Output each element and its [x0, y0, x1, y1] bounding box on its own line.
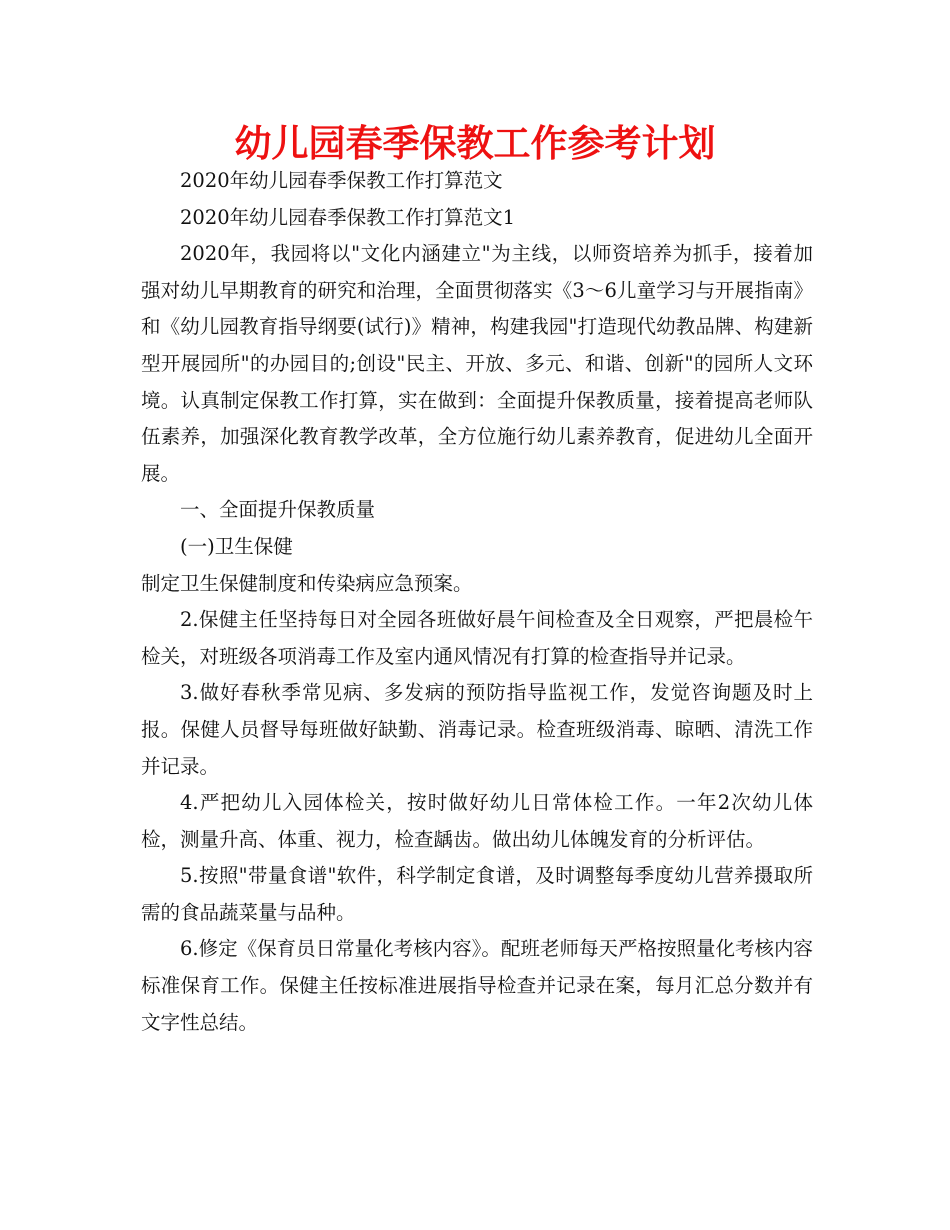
subsection-heading: (一)卫生保健 [180, 534, 293, 558]
list-item: 2.保健主任坚持每日对全园各班做好晨午间检查及全日观察，严把晨检午检关，对班级各项消毒工作及室内通风情况有打算的检查指导并记录。 [141, 608, 813, 668]
document-title: 幼儿园春季保教工作参考计划 [234, 122, 716, 165]
list-item: 4.严把幼儿入园体检关，按时做好幼儿日常体检工作。一年2次幼儿体检，测量升高、体重、视力，检查龋齿。做出幼儿体魄发育的分析评估。 [141, 791, 813, 851]
paragraph: 2020年幼儿园春季保教工作打算范文1 [180, 205, 516, 229]
paragraph: 2020年幼儿园春季保教工作打算范文 [180, 169, 503, 192]
list-item: 3.做好春秋季常见病、多发病的预防指导监视工作，发觉咨询题及时上报。保健人员督导每班做好缺勤、消毒记录。检查班级消毒、晾晒、清洗工作并记录。 [141, 681, 813, 778]
list-item: 5.按照"带量食谱"软件，科学制定食谱，及时调整每季度幼儿营养摄取所需的食品蔬菜量与品种。 [141, 864, 813, 924]
paragraph: 2020年，我园将以"文化内涵建立"为主线，以师资培养为抓手，接着加强对幼儿早期教育的研究和治理，全面贯彻落实《3～6儿童学习与开展指南》和《幼儿园教育指导纲要(试行)》精神，构建我园"打造现代幼教品牌、构建新型开展园所"的办园目的;创设"民主、开放、多元、和谐、创新"的园所人文环境。认真制定保教工作打算，实在做到：全面提升保教质量，接着提高老师队伍素养，加强深化教育教学改革，全方位施行幼儿素养教育，促进幼儿全面开展。 [141, 242, 813, 485]
list-item: 6.修定《保育员日常量化考核内容》。配班老师每天严格按照量化考核内容标准保育工作。保健主任按标准进展指导检查并记录在案，每月汇总分数并有文字性总结。 [141, 937, 813, 1034]
section-heading: 一、全面提升保教质量 [180, 498, 376, 522]
document-body [141, 163, 813, 1041]
paragraph: 制定卫生保健制度和传染病应急预案。 [141, 571, 473, 595]
